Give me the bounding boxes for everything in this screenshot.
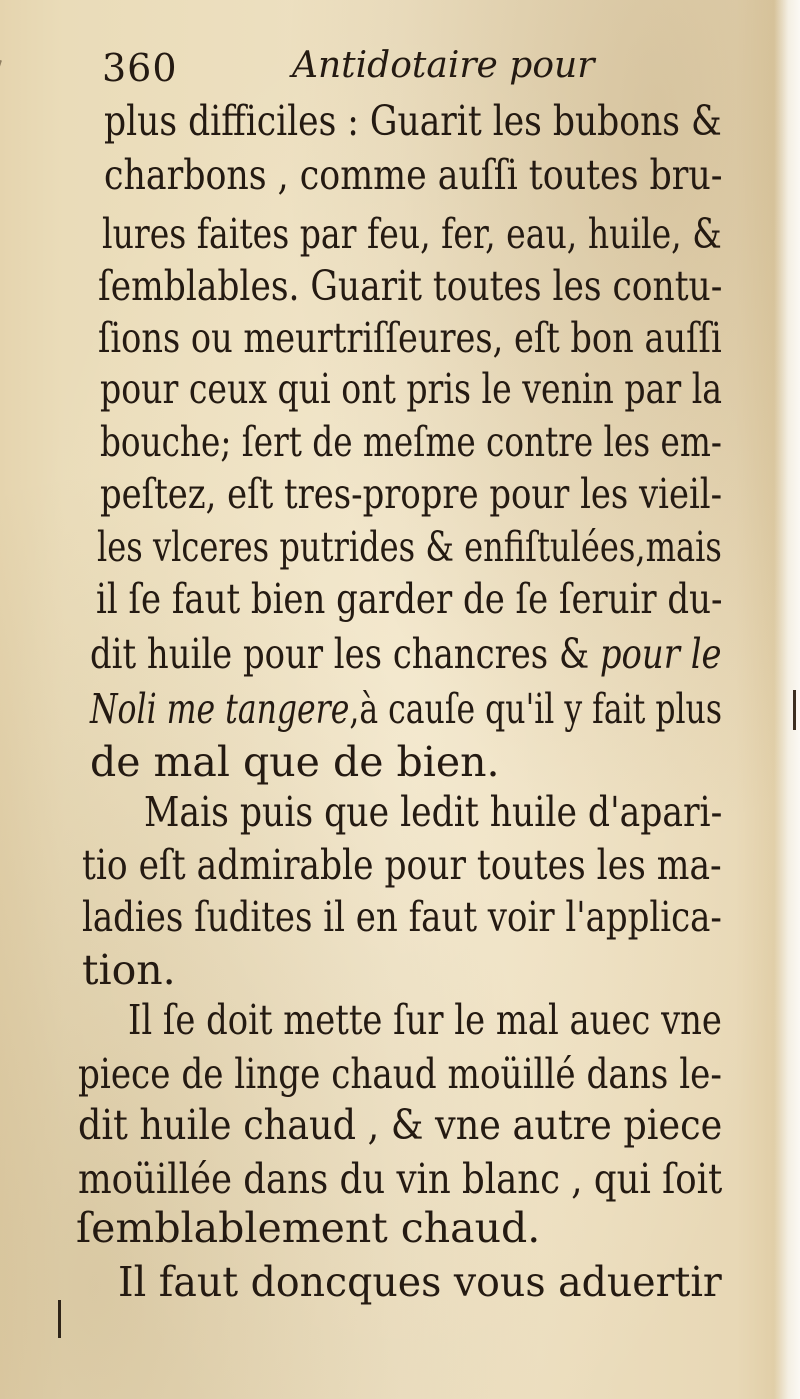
text-line: [100, 360, 722, 418]
text-segment: dit huile chaud , & vne autre piece: [78, 1101, 723, 1149]
text-line: [98, 257, 722, 315]
text-segment: bouche; ſert de meſme contre les em-: [100, 418, 722, 466]
text-line: [128, 991, 722, 1049]
text-segment: ſemblables. Guarit toutes les contu-: [98, 262, 723, 310]
text-segment: Mais puis que ledit huile d'apari-: [144, 788, 723, 836]
text-line: [100, 413, 722, 471]
text-segment: peſtez, eſt tres-propre pour les vieil-: [100, 470, 723, 518]
text-segment: Il faut doncques vous aduertir: [118, 1258, 722, 1306]
text-segment: les vlceres putrides & enfiſtulées,mais: [97, 523, 722, 571]
text-line: [76, 1199, 540, 1257]
text-line: [98, 309, 722, 367]
page-number: 360: [102, 46, 178, 90]
text-segment: moüillée dans du vin blanc , qui ſoit: [78, 1155, 723, 1203]
text-segment: piece de linge chaud moüillé dans le-: [78, 1050, 722, 1098]
text-segment: plus difficiles : Guarit les bubons &: [104, 97, 722, 145]
text-segment: ladies ſudites il en faut voir l'applica-: [82, 893, 722, 941]
text-line: [90, 625, 722, 683]
text-line: [90, 680, 722, 738]
italic-text: pour le: [599, 630, 722, 678]
text-line: [82, 888, 722, 946]
text-line: [118, 1253, 722, 1311]
text-segment: charbons , comme auſſi toutes bru-: [104, 151, 723, 199]
text-line: [100, 465, 722, 523]
text-line: [82, 836, 722, 894]
text-segment: tion.: [82, 946, 176, 994]
italic-text: Noli me tangere: [90, 685, 350, 733]
text-line: [102, 205, 722, 263]
text-segment: il ſe faut bien garder de ſe ſeruir du-: [96, 575, 723, 623]
text-segment: Il ſe doit mette ſur le mal auec vne: [128, 996, 722, 1044]
text-segment: tio eſt admirable pour toutes les ma-: [82, 841, 722, 889]
text-segment: ſemblablement chaud.: [76, 1204, 541, 1252]
text-line: [104, 146, 723, 204]
text-line: [104, 92, 722, 150]
text-segment: dit huile pour les chancres &: [90, 630, 600, 678]
text-line: [144, 783, 722, 841]
text-segment: ,à cauſe qu'il y fait plus: [349, 685, 723, 733]
text-segment: de mal que de bien.: [90, 738, 500, 786]
text-line: [97, 518, 722, 576]
text-line: [78, 1096, 722, 1154]
text-line: [96, 570, 722, 628]
text-segment: ſions ou meurtriſſeures, eſt bon auſſi: [98, 314, 722, 362]
text-segment: lures faites par feu, fer, eau, huile, &: [102, 210, 722, 258]
text-segment: pour ceux qui ont pris le venin par la: [100, 365, 723, 413]
text-line: [78, 1045, 722, 1103]
running-title: Antidotaire pour: [292, 45, 595, 86]
